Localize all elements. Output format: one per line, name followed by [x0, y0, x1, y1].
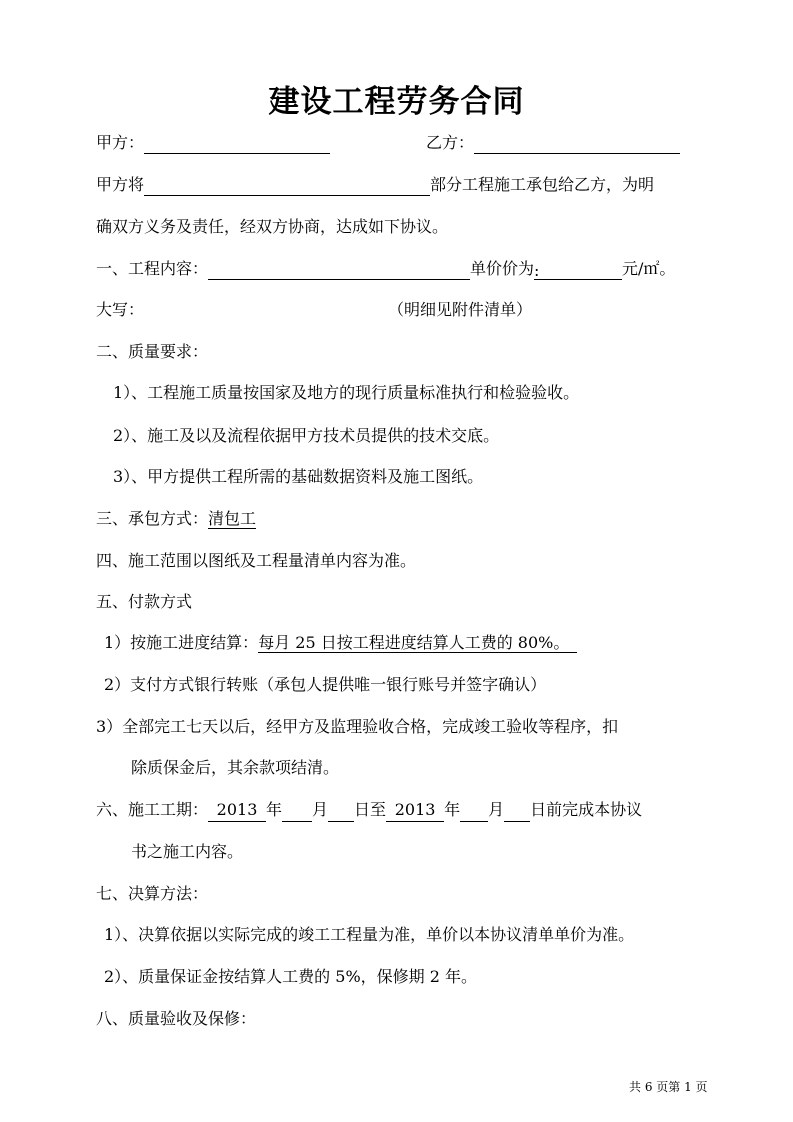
- unit-price-field[interactable]: [534, 260, 622, 280]
- payment-item-2: 2）支付方式银行转账（承包人提供唯一银行账号并签字确认）: [104, 675, 547, 694]
- end-year-field[interactable]: 2013: [386, 799, 444, 822]
- settlement-item-1: 1）、决算依据以实际完成的竣工工程量为准，单价以本协议清单单价为准。: [104, 925, 635, 944]
- project-name-field[interactable]: [144, 176, 430, 196]
- intro-line-1: [96, 174, 654, 196]
- unit-label: 元/㎡。: [622, 259, 676, 278]
- party-b-field[interactable]: [474, 134, 680, 154]
- payment-item-1-label: 1）按施工进度结算：: [104, 633, 259, 652]
- quality-item-3: 3）、甲方提供工程所需的基础数据资料及施工图纸。: [113, 467, 484, 486]
- start-day-field[interactable]: [328, 802, 354, 822]
- section-6-row: [96, 799, 642, 821]
- party-a-row: [96, 132, 330, 154]
- intro-line-2: 确双方义务及责任，经双方协商，达成如下协议。: [96, 217, 449, 236]
- day-to-label: 日至: [354, 800, 387, 819]
- page-footer: 共 6 页第 1 页: [629, 1080, 708, 1094]
- schedule-suffix: 日前完成本协议: [530, 800, 643, 819]
- section-1-label: 一、工程内容：: [96, 259, 209, 278]
- start-month-label: 月: [312, 800, 329, 819]
- contract-mode-value: 清包工: [208, 509, 257, 528]
- quality-item-2: 2）、施工及以及流程依据甲方技术员提供的技术交底。: [113, 426, 500, 445]
- work-content-field[interactable]: [208, 260, 470, 280]
- end-year-label: 年: [444, 800, 461, 819]
- section-5-heading: 五、付款方式: [96, 592, 193, 611]
- party-a-field[interactable]: [144, 134, 330, 154]
- section-3-row: [96, 508, 256, 530]
- end-day-field[interactable]: [504, 802, 530, 822]
- document-title: 建设工程劳务合同: [268, 84, 525, 120]
- start-month-field[interactable]: [282, 802, 312, 822]
- party-a-label: 甲方：: [96, 133, 145, 152]
- intro-suffix: 部分工程施工承包给乙方，为明: [430, 175, 655, 194]
- section-2-heading: 二、质量要求：: [96, 342, 209, 361]
- section-8-heading: 八、质量验收及保修：: [96, 1009, 257, 1028]
- unit-price-colon: :: [534, 261, 540, 280]
- party-b-label: 乙方：: [426, 133, 475, 152]
- capital-label: 大写：: [96, 300, 145, 319]
- payment-item-1: [104, 632, 577, 654]
- end-month-field[interactable]: [460, 802, 488, 822]
- schedule-label: 六、施工工期：: [96, 800, 209, 819]
- schedule-line-2: 书之施工内容。: [131, 842, 244, 861]
- payment-item-3-line-2: 除质保金后，其余款项结清。: [131, 758, 340, 777]
- section-7-heading: 七、决算方法：: [96, 884, 209, 903]
- payment-item-3-line-1: 3）全部完工七天以后，经甲方及监理验收合格，完成竣工验收等程序，扣: [96, 717, 619, 736]
- party-b-row: [426, 132, 680, 154]
- quality-item-1: 1）、工程施工质量按国家及地方的现行质量标准执行和检验验收。: [113, 383, 580, 402]
- section-1-row: [96, 258, 675, 280]
- section-4-text: 四、施工范围以图纸及工程量清单内容为准。: [96, 551, 417, 570]
- unit-price-label: 单价价为: [470, 259, 535, 278]
- attachment-note: （明细见附件清单）: [388, 300, 533, 319]
- payment-item-1-value: 每月 25 日按工程进度结算人工费的 80%。: [258, 633, 577, 653]
- start-year-field[interactable]: 2013: [208, 799, 266, 822]
- intro-prefix: 甲方将: [96, 175, 145, 194]
- settlement-item-2: 2）、质量保证金按结算人工费的 5%，保修期 2 年。: [104, 967, 478, 986]
- end-month-label: 月: [488, 800, 505, 819]
- start-year-label: 年: [266, 800, 283, 819]
- contract-mode-label: 三、承包方式：: [96, 509, 209, 528]
